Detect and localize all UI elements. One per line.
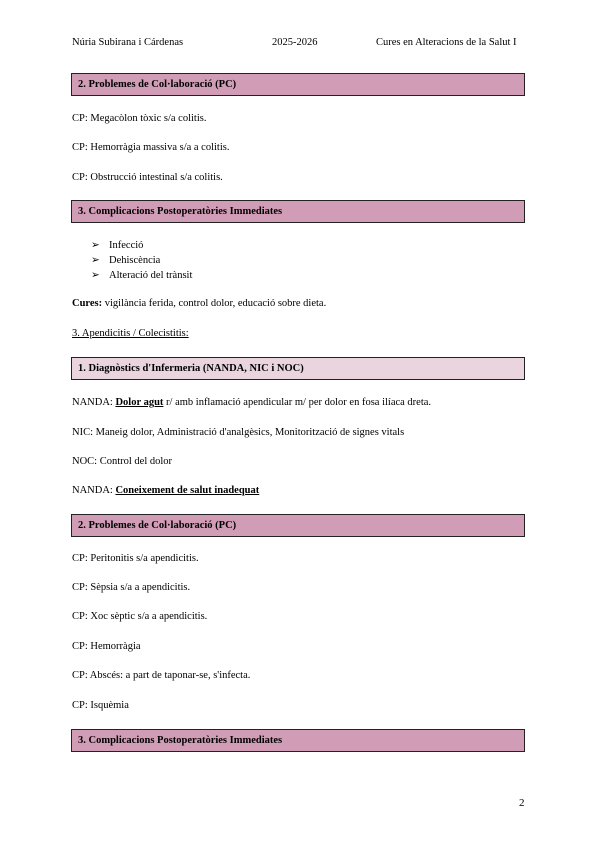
collaboration-problem-item: CP: Hemorràgia (72, 641, 141, 652)
section-heading-collaboration-problems: 2. Problemes de Col·laboració (PC) (71, 514, 525, 537)
collaboration-problem-item: CP: Hemorràgia massiva s/a a colitis. (72, 142, 230, 153)
collaboration-problem-item: CP: Sèpsia s/a a apendicitis. (72, 582, 191, 593)
header-author: Núria Subirana i Cárdenas (72, 37, 184, 48)
nanda-diagnosis (72, 397, 431, 408)
collaboration-problem-item: CP: Peritonitis s/a apendicitis. (72, 553, 199, 564)
section-heading-postoperative-complications: 3. Complicacions Postoperatòries Immediates (71, 729, 525, 752)
arrow-bullet-icon: ➢ (91, 240, 100, 251)
noc-line: NOC: Control del dolor (72, 456, 173, 467)
page-number: 2 (519, 797, 525, 809)
collaboration-problem-item: CP: Isquèmia (72, 700, 129, 711)
nanda-term: Dolor agut (115, 397, 164, 408)
list-item (91, 254, 160, 266)
arrow-bullet-icon: ➢ (91, 255, 100, 266)
header-course: Cures en Alteracions de la Salut I (376, 37, 517, 48)
nanda-prefix: NANDA: (72, 485, 116, 496)
subheading-appendicitis: 3. Apendicitis / Colecistitis: (72, 328, 189, 339)
arrow-bullet-icon: ➢ (91, 270, 100, 281)
cures-paragraph (72, 298, 326, 309)
nanda-rest: r/ amb inflamació apendicular m/ per dolor en fosa ilíaca dreta. (163, 397, 432, 408)
cures-label: Cures: (72, 298, 103, 309)
list-item (91, 239, 143, 251)
list-item (91, 269, 192, 281)
nanda-term: Coneixement de salut inadequat (115, 485, 260, 496)
section-heading-postoperative-complications: 3. Complicacions Postoperatòries Immediates (71, 200, 525, 223)
collaboration-problem-item: CP: Obstrucció intestinal s/a colitis. (72, 172, 223, 183)
list-item-label: Dehiscència (109, 255, 161, 266)
list-item-label: Infecció (109, 240, 144, 251)
collaboration-problem-item: CP: Xoc sèptic s/a a apendicitis. (72, 611, 208, 622)
header-year: 2025-2026 (272, 37, 318, 48)
collaboration-problem-item: CP: Abscés: a part de taponar-se, s'infecta. (72, 670, 251, 681)
section-heading-nursing-diagnoses: 1. Diagnòstics d'Infermeria (NANDA, NIC i NOC) (71, 357, 525, 380)
section-heading-collaboration-problems: 2. Problemes de Col·laboració (PC) (71, 73, 525, 96)
list-item-label: Alteració del trànsit (109, 270, 193, 281)
nanda-diagnosis (72, 485, 259, 496)
nic-line: NIC: Maneig dolor, Administració d'analgèsics, Monitorització de signes vitals (72, 427, 405, 438)
nanda-prefix: NANDA: (72, 397, 116, 408)
cures-text: vigilància ferida, control dolor, educació sobre dieta. (102, 298, 327, 309)
collaboration-problem-item: CP: Megacòlon tòxic s/a colitis. (72, 113, 207, 124)
